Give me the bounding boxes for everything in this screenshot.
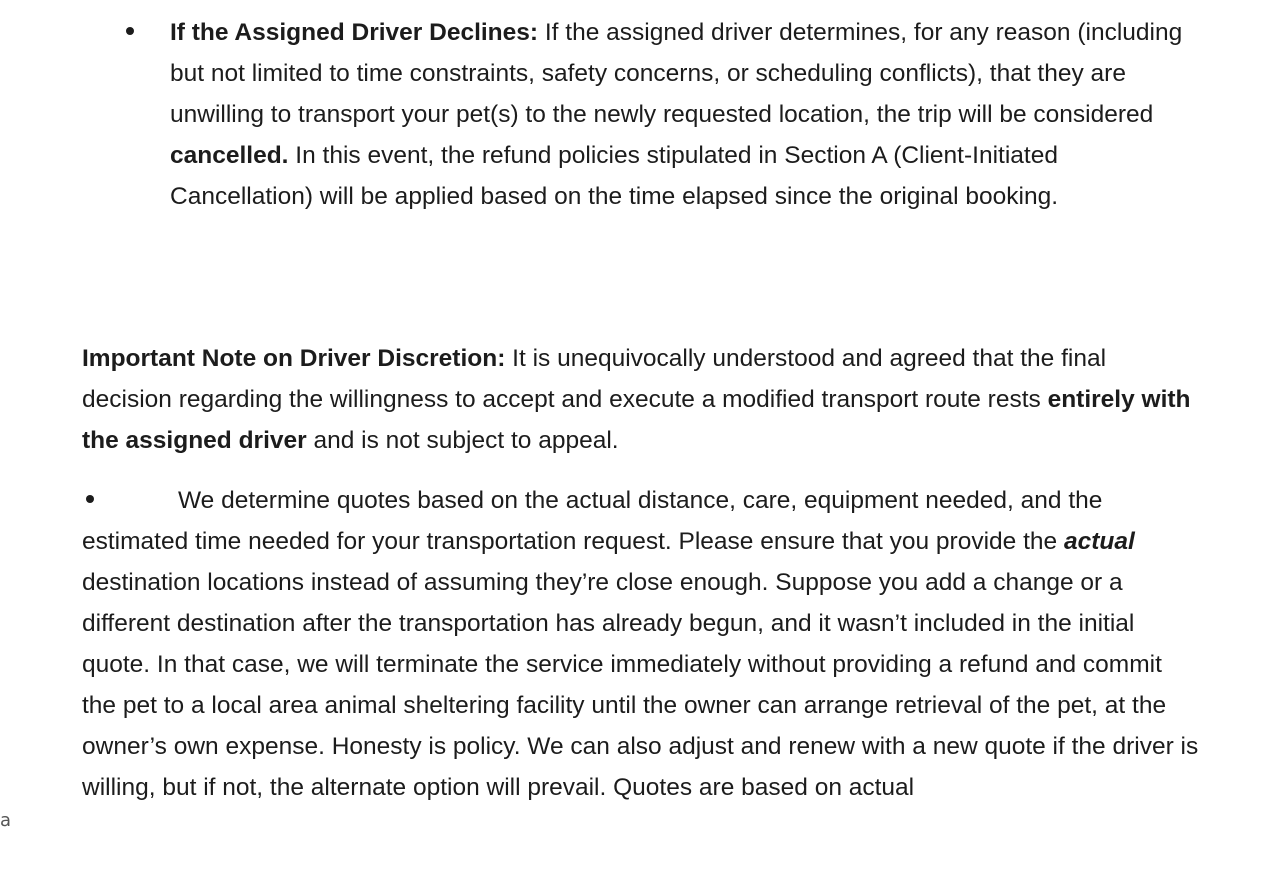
bullet-icon	[86, 495, 94, 503]
bullet-icon	[126, 27, 134, 35]
driver-declines-heading: If the Assigned Driver Declines:	[170, 19, 539, 46]
quotes-paragraph	[82, 480, 1202, 808]
actual-emphasis: actual	[1063, 528, 1135, 555]
driver-discretion-heading: Important Note on Driver Discretion:	[82, 345, 506, 372]
driver-declines-paragraph	[170, 12, 1200, 217]
driver-declines-text-end: In this event, the refund policies stipulated in Section A (Client-Initiated Cancellation) will be applied based on the time elapsed since the original booking.	[170, 142, 1059, 210]
driver-discretion-note	[82, 338, 1202, 461]
margin-mark: a	[0, 810, 12, 831]
quotes-text: We determine quotes based on the actual distance, care, equipment needed, and the estimated time needed for your transportation request. Please ensure that you provide the	[82, 487, 1103, 555]
cancelled-emphasis: cancelled.	[170, 142, 289, 169]
driver-discretion-text: It is unequivocally understood and agreed that the final decision regarding the willingness to accept and execute a modified transport route rests	[82, 345, 1107, 413]
driver-declines-text: If the assigned driver determines, for any reason (including but not limited to time constraints, safety concerns, or scheduling conflicts), that they are unwilling to transport your pet(s) to the newly requested location, the trip will be considered	[170, 19, 1183, 128]
quotes-text-end: destination locations instead of assuming they’re close enough. Suppose you add a change or a different destination after the transportation has already begun, and it wasn’t included in the initial quote. In that case, we will terminate the service immediately without providing a refund and commit the pet to a local area animal sheltering facility until the owner can arrange retrieval of the pet, at the owner’s own expense. Honesty is policy. We can also adjust and renew with a new quote if the driver is willing, but if not, the alternate option will prevail. Quotes are based on actual	[82, 569, 1199, 801]
driver-discretion-text-end: and is not subject to appeal.	[306, 427, 619, 454]
assigned-driver-emphasis: entirely with the assigned driver	[82, 386, 1191, 454]
